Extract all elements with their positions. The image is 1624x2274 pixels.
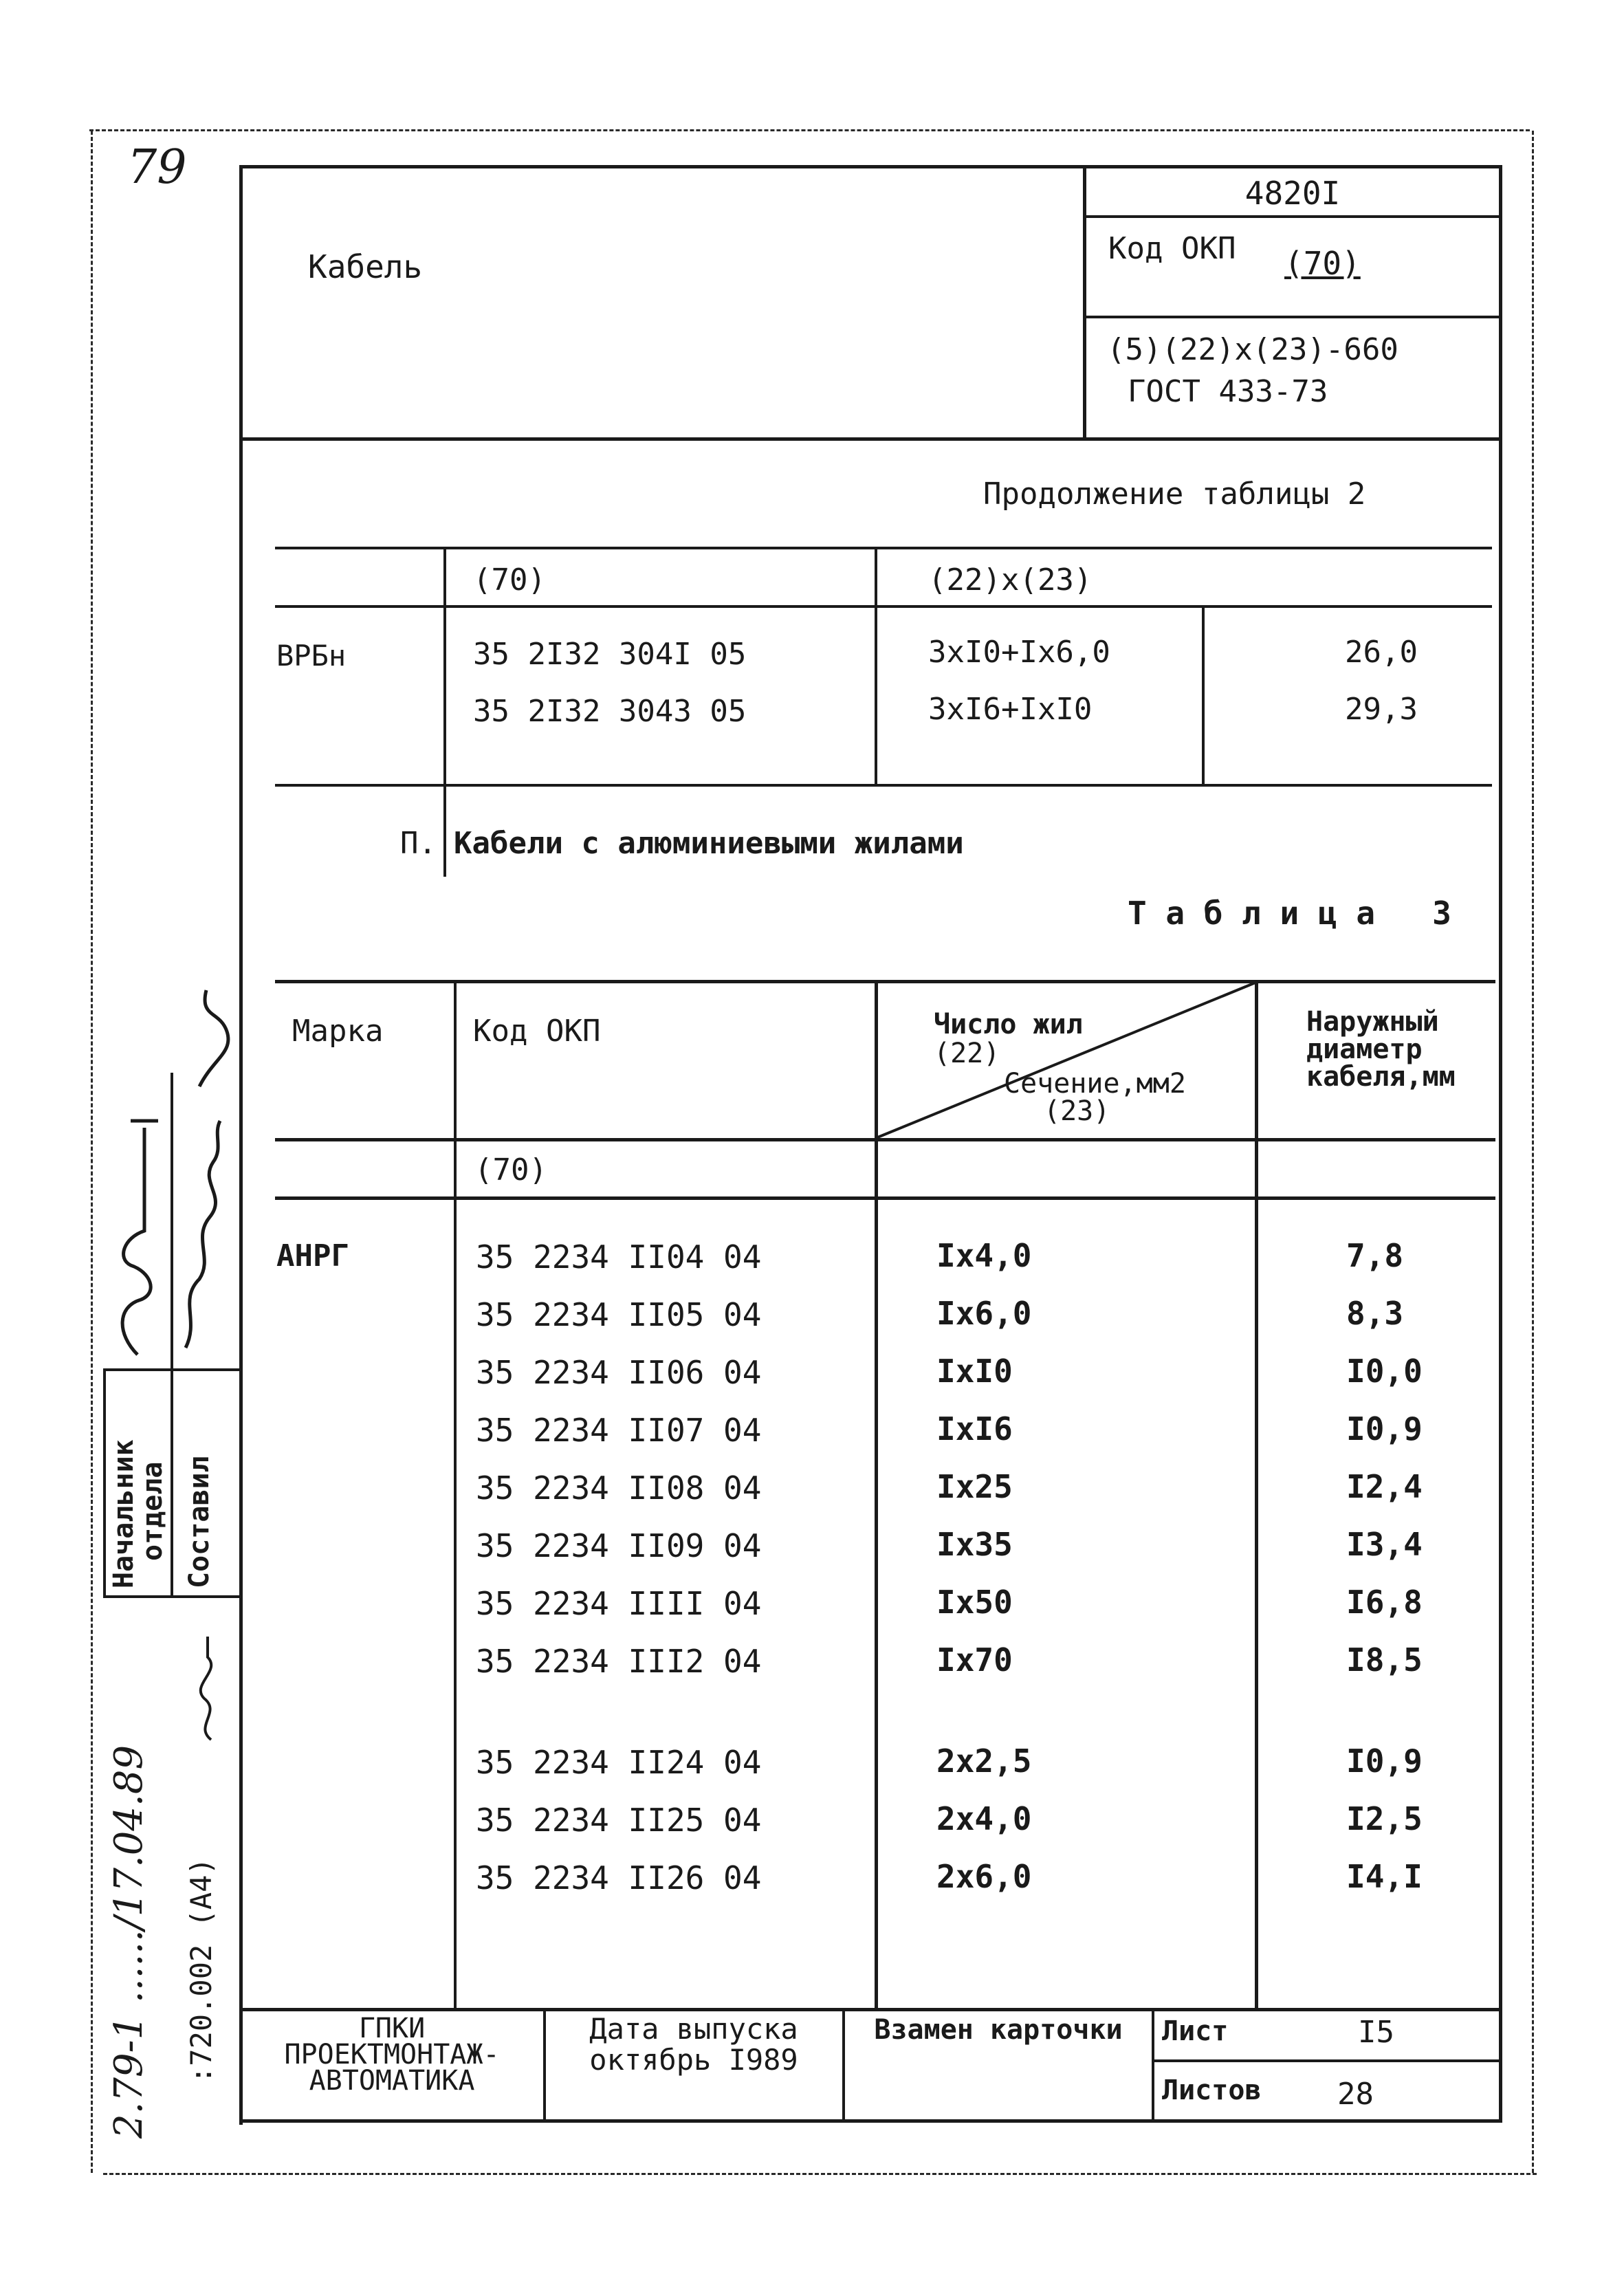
footer-vline-1 (543, 2008, 546, 2121)
t2-vline-2 (875, 547, 877, 784)
t3-brand: АНРГ (276, 1238, 349, 1273)
t3-code: 35 2234 II09 04 (476, 1527, 762, 1564)
t3-header-diameter-2: диаметр (1306, 1034, 1423, 1065)
t3-code: 35 2234 II05 04 (476, 1296, 762, 1333)
t3-section: Ix6,0 (936, 1295, 1032, 1332)
t3-code: 35 2234 II26 04 (476, 1859, 762, 1896)
section-title: Кабели с алюминиевыми жилами (454, 826, 964, 861)
t2-line-header (275, 605, 1492, 608)
t3-code: 35 2234 II08 04 (476, 1469, 762, 1507)
header-line-1 (1085, 215, 1501, 218)
footer-top-line (241, 2008, 1502, 2011)
t3-header-section-code: (23) (1044, 1095, 1110, 1127)
form-border-top (241, 165, 1502, 168)
t3-section: IxI0 (936, 1353, 1013, 1390)
footer-vline-3 (1152, 2008, 1154, 2121)
t3-diameter: I6,8 (1346, 1584, 1423, 1621)
t3-line-sub (275, 1196, 1495, 1200)
header-line-2 (1085, 316, 1501, 318)
card-number: 4820I (1244, 175, 1341, 212)
t3-section: Ix35 (936, 1526, 1013, 1563)
signature-author (172, 976, 248, 1362)
org-name-1: ГПКИ (358, 2013, 426, 2044)
t2-section: 3xI0+Ix6,0 (928, 635, 1110, 670)
t3-header-section: Сечение,мм2 (1004, 1068, 1186, 1100)
sheets-label: Листов (1162, 2075, 1262, 2106)
footer-bottom-line (241, 2119, 1502, 2123)
author-label: Составил (184, 1456, 215, 1588)
t3-section: Ix50 (936, 1584, 1013, 1621)
replace-label: Взамен карточки (874, 2014, 1123, 2046)
t3-diameter: I8,5 (1346, 1641, 1423, 1679)
t2-code: 35 2I32 3043 05 (473, 694, 747, 729)
t3-vline-1 (454, 980, 457, 2008)
footer-vline-2 (842, 2008, 845, 2121)
product-name: Кабель (308, 248, 423, 285)
t3-section: IxI6 (936, 1410, 1013, 1447)
t3-section: 2x6,0 (936, 1858, 1032, 1895)
form-border-right (1499, 165, 1502, 2121)
header-bottom-line (241, 437, 1502, 441)
t3-header-okp: Код ОКП (473, 1014, 601, 1049)
t3-diameter: 7,8 (1346, 1237, 1404, 1274)
t2-section: 3xI6+IxI0 (928, 692, 1093, 727)
side-hline-bottom (103, 1595, 241, 1598)
frame-left-dashed (91, 131, 93, 2173)
t3-code: 35 2234 II04 04 (476, 1238, 762, 1276)
designation: (5)(22)x(23)-660 (1107, 332, 1398, 367)
page-number: 79 (127, 140, 187, 195)
t3-section: Ix4,0 (936, 1237, 1032, 1274)
t2-vline-3 (1202, 606, 1205, 784)
org-name-2: ПРОЕКТМОНТАЖ- (284, 2039, 500, 2070)
t3-diameter: I4,I (1346, 1858, 1423, 1895)
standard: ГОСТ 433-73 (1128, 374, 1328, 409)
footer-sheet-divider (1153, 2059, 1502, 2062)
t3-diameter: I3,4 (1346, 1526, 1423, 1563)
okp-value: (70) (1284, 245, 1361, 282)
t2-line-bottom (275, 784, 1492, 787)
t3-header-cores-code: (22) (934, 1038, 1000, 1069)
okp-label: Код ОКП (1108, 231, 1236, 266)
issue-value: октябрь I989 (589, 2043, 798, 2077)
t3-header-diameter-1: Наружный (1306, 1006, 1439, 1038)
frame-bottom-dashed (103, 2173, 1537, 2175)
frame-right-dashed (1532, 131, 1534, 2173)
t2-diameter: 29,3 (1345, 692, 1418, 727)
t2-code: 35 2I32 304I 05 (473, 637, 747, 672)
signature-chief (103, 1100, 172, 1362)
t3-diameter: I2,5 (1346, 1800, 1423, 1837)
signature-date (187, 1630, 235, 1747)
t3-header-cores: Число жил (934, 1009, 1083, 1040)
t3-section: Ix70 (936, 1641, 1013, 1679)
side-vline-left (103, 1368, 106, 1595)
t3-code: 35 2234 II24 04 (476, 1744, 762, 1781)
t2-diameter: 26,0 (1345, 635, 1418, 670)
t3-diameter: I0,9 (1346, 1742, 1423, 1780)
t2-line-top (275, 547, 1492, 549)
t2-brand: ВРБн (276, 639, 347, 673)
t2-col-22x23: (22)x(23) (928, 562, 1093, 598)
t3-code: 35 2234 II06 04 (476, 1354, 762, 1391)
t3-code: 35 2234 III2 04 (476, 1643, 762, 1680)
org-name-3: АВТОМАТИКА (309, 2065, 475, 2097)
section-numeral: П. (400, 826, 437, 861)
sheet-value: I5 (1358, 2015, 1394, 2050)
t3-code: 35 2234 II25 04 (476, 1802, 762, 1839)
doc-code: :720.002 (А4) (184, 1857, 218, 2084)
sheet-label: Лист (1162, 2015, 1229, 2047)
t3-code: 35 2234 II07 04 (476, 1412, 762, 1449)
t3-section: Ix25 (936, 1468, 1013, 1505)
t3-sub-code: (70) (474, 1152, 547, 1188)
chief-label-1: Начальник (108, 1439, 140, 1588)
t3-section: 2x2,5 (936, 1742, 1032, 1780)
t3-header-brand: Марка (292, 1014, 384, 1049)
chief-label-2: отдела (137, 1461, 168, 1561)
t3-header-diameter-3: кабеля,мм (1306, 1061, 1456, 1093)
frame-top-dashed (89, 129, 1530, 131)
sheets-value: 28 (1337, 2077, 1374, 2112)
t3-section: 2x4,0 (936, 1800, 1032, 1837)
t3-diameter: 8,3 (1346, 1295, 1404, 1332)
table3-title: Т а б л и ц а 3 (1128, 895, 1451, 932)
t2-vline-1 (443, 547, 446, 877)
t3-code: 35 2234 IIII 04 (476, 1585, 762, 1622)
archive-stamp: 2.79-1 ....../17.04.89 (107, 1745, 151, 2139)
continuation-title: Продолжение таблицы 2 (983, 477, 1366, 512)
t3-diameter: I2,4 (1346, 1468, 1423, 1505)
t3-diameter: I0,9 (1346, 1410, 1423, 1447)
issue-label: Дата выпуска (589, 2012, 798, 2046)
t2-col-70: (70) (473, 562, 546, 598)
t3-diameter: I0,0 (1346, 1353, 1423, 1390)
